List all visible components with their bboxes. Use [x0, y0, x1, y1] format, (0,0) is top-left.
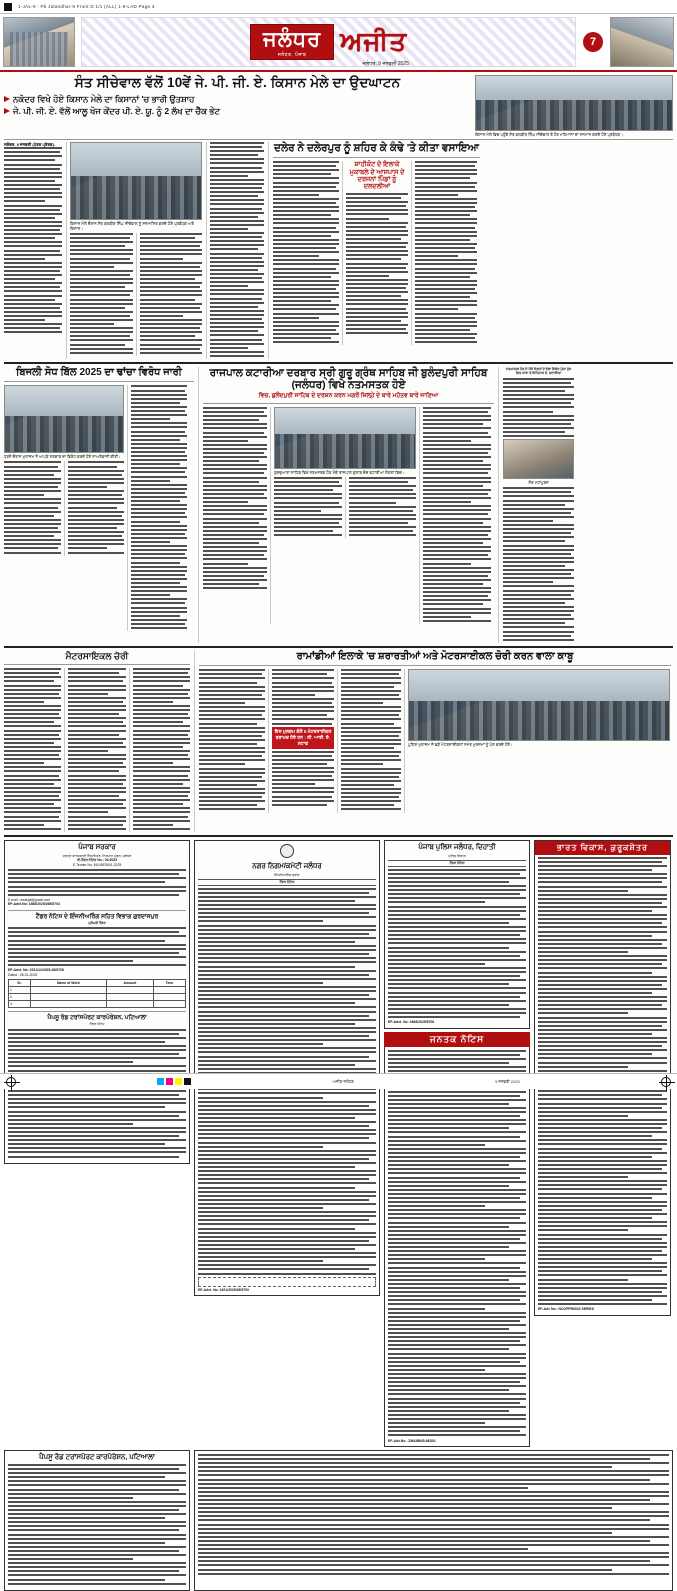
- governor-col3: [419, 407, 491, 624]
- divider: [8, 1011, 186, 1012]
- masthead-title-wrap: [250, 24, 409, 67]
- ad-nagar-nigam: [194, 840, 380, 1296]
- bijli-right-col: [127, 385, 187, 631]
- ad-pepsu-box: [4, 1450, 190, 1591]
- masthead-city-title: [250, 24, 334, 60]
- police-bikes-photo: [408, 669, 670, 741]
- ad-police-ref: EP-Advt. No: 1868/2025/5706: [388, 1020, 435, 1025]
- bottom-ads: [0, 1450, 677, 1591]
- body-text-col4: [206, 142, 264, 359]
- ad-punjab-govt-email: E-mail : eedbjal@gmail.com: [8, 897, 51, 902]
- masthead-right-photo: [610, 17, 674, 67]
- ad-pepsu-sub: ਟੈਂਡਰ ਨੋਟਿਸ: [89, 1022, 105, 1027]
- ad-nagar-nigam-sub: ਇੰਜਨੀਅਰਿੰਗ ਬ੍ਰਾਂਚ: [274, 872, 300, 877]
- ad-punjab-govt-line3: E-Tender No: MJLB/EB/01-2025: [72, 862, 122, 867]
- body-text-col2a: [70, 233, 133, 356]
- ad-nagar-nigam-title: ਨਗਰ ਨਿਗਮ/ਕਮੇਟੀ ਜਲੰਧਰ: [252, 862, 322, 870]
- ad-bharat-vikas-ref: EP-Adv No.: NCOPPR0002 SERIES: [538, 1307, 594, 1312]
- bikes-col2: [268, 669, 334, 812]
- upper-body: [0, 142, 677, 359]
- governor-photo-col: [270, 407, 416, 624]
- registration-mark-icon: [6, 1077, 16, 1087]
- triangle-bullet-icon: [4, 108, 10, 114]
- governor-photo: [274, 407, 416, 469]
- lead-photo-caption: ਕਿਸਾਨ ਮੇਲੇ ਦੌਰਾਨ ਸੰਤ ਬਲਬੀਰ ਸਿੰਘ ਸੀਚੇਵਾਲ ਨੂੰ ਸਨਮਾਨਿਤ ਕਰਦੇ ਹੋਏ ਪ੍ਰਬੰਧਕ ਅਤੇ ਕਿਸਾਨ।: [70, 221, 194, 231]
- divider: [4, 139, 673, 140]
- ad-nagar-nigam-head2: ਟੈਂਡਰ ਨੋਟਿਸ: [198, 879, 376, 885]
- cyan-swatch: [157, 1078, 164, 1085]
- ad-public-notice: [384, 1047, 530, 1447]
- right-story-col2: [342, 161, 408, 345]
- bijli-headline: ਬਿਜਲੀ ਸੋਧ ਬਿੱਲ 2025 ਦਾ ਢਾਂਚਾ ਵਿਰੋਧ ਜਾਰੀ: [16, 366, 182, 378]
- lead-bullet-2-text: ਜੇ. ਪੀ. ਜੀ. ਏ. ਵੱਲੋਂ ਆਲੂ ਖੋਜ ਕੇਂਦਰ ਪੀ. ਏ. ਯੂ. ਨੂੰ 2 ਲੱਖ ਦਾ ਚੈੱਕ ਭੇਟ: [13, 105, 220, 116]
- emblem-icon: [280, 844, 294, 858]
- bottom-print-strip: [0, 1073, 677, 1089]
- body-text-col1: [4, 147, 62, 333]
- ad-tender2-title: ਟੈਂਡਰ ਨੋਟਿਸ ਦੇ ਇੰਜਨੀਅਰਿੰਗ ਸਹਿਤ ਵਿਭਾਗ ਗੁਰਦਾਸਪੁਰ: [35, 913, 159, 920]
- ad-nagar-nigam-ref: EP-Advt. No: 1921/2025/26/5709: [198, 1287, 249, 1292]
- sadhu-headline: ਨਤਮਸਤਕ ਹੋਣ ਦੇ ਮੌਕੇ ਸੰਗਤਾਂ ਦੇ ਵੱਡਾ ਇਕੱਠ ਪੁੱਜਾ ਮੁੱਖ ਸਿਖ ਧਾਰਾ ਤੇ ਇਤਿਹਾਸ ਜੋ. ਕਟਾਰੀਆ: [505, 366, 572, 376]
- ad-police-column: [384, 840, 530, 1447]
- divider: [199, 665, 671, 666]
- bikes-col3: [337, 669, 401, 812]
- print-block-mark: [4, 3, 12, 11]
- triangle-bullet-icon: [4, 96, 10, 102]
- right-story: [268, 142, 480, 359]
- middle-band: [0, 367, 677, 643]
- weather-story: [4, 651, 190, 832]
- ad-punjab-govt-ref: EP-Advt.No: 1868/2025/265/5704: [8, 902, 60, 907]
- ad-punjab-govt: [4, 840, 190, 1164]
- ad-tender2-ref: EP-Advt. No: 2231/12/2025-26/5708: [8, 968, 64, 973]
- ad-punjab-govt-title: ਪੰਜਾਬ ਸਰਕਾਰ: [78, 843, 116, 851]
- police-bikes-caption: ਪੁਲਿਸ ਮੁਲਾਜ਼ਮ ਨੇ ਫੜੇ ਮੋਟਰਸਾਈਕਲਾਂ ਸਮੇਤ ਮੁਲਜ਼ਮਾਂ ਨੂੰ ਪੇਸ਼ ਕਰਦੇ ਹੋਏ।: [408, 742, 513, 748]
- right-story-subdeck: ਸ਼ਾਹੀਕੋਟ ਦੇ ਇਲਾਕੇ ਮੁਕਾਬਲੇ ਦੇ ਆਸਪਾਸ ਦੇ ਦਰਜਨਾਂ ਪਿੰਡਾਂ ਨੂੰ ਦਲਦਲੀਆਂ: [349, 161, 405, 191]
- bikes-col1: [199, 669, 265, 812]
- ad-public-notice-ref: EP-Adv.No.: ZMAIB845-66D01: [388, 1438, 436, 1443]
- bikes-highlight-box: ਇਸ ਮੁਲਜ਼ਮ ਕੋਲੋਂ 5 ਮੋਟਰਸਾਈਕਲ ਬਰਾਮਦ ਹੋਏ ਹਨ : ਸੀ. ਆਈ. ਏ. ਸਟਾਫ: [272, 727, 334, 749]
- bijli-left: [4, 385, 124, 631]
- weather-col1: [4, 668, 61, 832]
- bikes-story: [194, 651, 671, 832]
- ad-police: [384, 840, 530, 1029]
- ad-bharat-vikas-title: ਭਾਰਤ ਵਿਕਾਸ, ਕੁਰੂਕਸ਼ੇਤਰ: [535, 841, 670, 855]
- ad-tender2-subtitle: ਮੁਰੰਮਤੀ ਟੈਂਡਰ: [88, 920, 106, 925]
- divider-thick: [4, 835, 673, 837]
- ad-tender2-date: Dated : 06-01-2025: [8, 972, 38, 977]
- lead-bullet-1: [4, 94, 471, 105]
- governor-photo-caption: ਗੁਰਦੁਆਰਾ ਸਾਹਿਬ ਵਿਖੇ ਨਤਮਸਤਕ ਹੋਣ ਮੌਕੇ ਰਾਜਪਾਲ ਗੁਲਾਬ ਚੰਦ ਕਟਾਰੀਆ ਸੰਗਤਾਂ ਵਿਚ।: [274, 469, 405, 475]
- ad-pepsu-box-title: ਪੈਪਸੂ ਰੋਡ ਟਰਾਂਸਪੋਰਟ ਕਾਰਪੋਰੇਸ਼ਨ, ਪਟਿਆਲਾ: [39, 1453, 155, 1461]
- lead-byline: ਨਕੋਦਰ, 8 ਜਨਵਰੀ (ਪੱਤਰ ਪ੍ਰੇਰਕ)-: [4, 142, 56, 147]
- weather-col3: [129, 668, 190, 832]
- masthead-date: ਜਲੰਧਰ, 9 ਜਨਵਰੀ 2025: [362, 61, 409, 67]
- weather-headline: ਮੈਟਰਸਾਇਕਲ ਚੋਰੀ: [65, 650, 129, 661]
- weather-col2: [64, 668, 125, 832]
- sadhu-photo-caption: ਸੰਤ ਮਹਾਂਪੁਰਸ਼: [528, 480, 549, 486]
- lead-bullet-1-text: ਨਕੋਦਰ ਵਿਖੇ ਹੋਏ ਕਿਸਾਨ ਮੇਲੇ ਦਾ ਕਿਸਾਨਾਂ 'ਚ ਭਾਰੀ ਉਤਸ਼ਾਹ: [13, 93, 195, 104]
- group-photo-caption: ਕਿਸਾਨ ਮੇਲੇ ਵਿਚ ਪਹੁੰਚੇ ਸੰਤ ਬਲਬੀਰ ਸਿੰਘ ਸੀਚੇਵਾਲ ਤੇ ਹੋਰ ਮਹਿਮਾਨਾਂ ਦਾ ਸਨਮਾਨ ਕਰਦੇ ਹੋਏ ਪ੍ਰਬੰਧਕ।: [475, 132, 623, 137]
- bottom-left-slug: ਅਜੀਤ ਜਲੰਧਰ: [332, 1079, 354, 1084]
- bikes-photo-col: [404, 669, 670, 812]
- bijli-story: [4, 367, 194, 643]
- divider: [8, 910, 186, 911]
- classified-band: [0, 840, 677, 1447]
- print-registration-strip: [0, 0, 677, 14]
- masthead-paper-title: ਅਜੀਤ: [340, 26, 407, 56]
- masthead-center: [78, 14, 579, 70]
- governor-subdeck: ਵਿਚ, ਬੁਲੰਦਪੁਰੀ ਸਾਹਿਬ ਦੇ ਦਰਸ਼ਨ ਕਰਨ ਮਗਰੋਂ ਜ਼ਿਲ੍ਹੇ ਦੇ ਬਾਰੇ ਮਹੱਤਵ ਬਾਰੇ ਜਾਣਿਆ: [258, 393, 439, 400]
- protest-photo: [4, 385, 124, 453]
- divider-thick: [4, 362, 673, 364]
- sadhu-portrait-photo: [503, 439, 574, 479]
- masthead-left-photo: [3, 17, 75, 67]
- body-text-col2b: [136, 233, 203, 356]
- ad-police-title: ਪੰਜਾਬ ਪੁਲਿਸ ਜਲੰਧਰ, ਦਿਹਾਤੀ: [418, 843, 496, 851]
- city-subtitle: ਜਲੰਧਰ, ਪੰਜਾਬ: [277, 52, 307, 57]
- registration-mark-icon: [661, 1077, 671, 1087]
- lead-right-photo-block: [475, 75, 673, 137]
- ad-misc-box: [194, 1450, 673, 1591]
- divider-thick: [4, 646, 673, 648]
- ad-pepsu-title: ਪੈਪਸੂ ਰੋਡ ਟਰਾਂਸਪੋਰਟ ਕਾਰਪੋਰੇਸ਼ਨ, ਪਟਿਆਲਾ: [47, 1015, 147, 1022]
- lead-headline-block: [4, 75, 471, 137]
- right-story-col1: [273, 161, 339, 345]
- protest-photo-caption: ਧਰਨੇ ਦੌਰਾਨ ਮੁਲਾਜ਼ਮ ਨੇ ਆਪਣੇ ਸਰਕਾਰ ਦਾ ਵਿਰੋਧ ਕਰਦੇ ਹੋਏ ਨਾਅਰੇਬਾਜ਼ੀ ਕੀਤੀ।: [4, 454, 121, 460]
- ad-police-sub: ਪੁਲਿਸ ਵਿਭਾਗ: [448, 853, 466, 858]
- yellow-swatch: [175, 1078, 182, 1085]
- governor-story: [198, 367, 494, 643]
- divider: [273, 157, 480, 158]
- ad-punjab-govt-line2: ਈ-ਟੈਂਡਰ ਨੋਟਿਸ No.: 01/2025: [76, 858, 118, 863]
- divider: [4, 381, 194, 382]
- lead-main-photo: [70, 142, 202, 220]
- magenta-swatch: [166, 1078, 173, 1085]
- column-2: [66, 142, 202, 359]
- print-slug: 1-JAL-9 : Pb Jalandhar-9 Front D 1/1 (ALL) 1-9-LAD Page 3: [18, 4, 155, 9]
- divider: [4, 664, 190, 665]
- lead-bullet-2: [4, 106, 471, 117]
- masthead: [0, 14, 677, 72]
- bikes-headline: ਰਾਮਾਂਡੀਆਂ ਇਲਾਕੇ 'ਚ ਸ਼ਰਾਰਤੀਆਂ ਅਤੇ ਮੋਟਰਸਾਈਕਲ ਚੋਰੀ ਕਰਨ ਵਾਲਾ ਕਾਬੂ: [296, 650, 574, 662]
- lead-row: [0, 72, 677, 137]
- public-notice-band: ਜਨਤਕ ਨੋਟਿਸ: [384, 1032, 530, 1047]
- page-number-badge: 7: [583, 32, 603, 52]
- city-name: ਜਲੰਧਰ: [263, 28, 322, 51]
- sadhu-story: [498, 367, 574, 643]
- column-1: [4, 142, 62, 359]
- tender-table: Sr. Name of Work Amount Time 1 2 3: [8, 979, 186, 1008]
- divider: [203, 403, 494, 404]
- group-photo: [475, 75, 673, 131]
- right-story-headline: ਦਲੇਰ ਨੇ ਦਲੇਰਪੁਰ ਨੂੰ ਸ਼ਹਿਰ ਕੇ ਕੰਢੇ 'ਤੇ ਕੀਤਾ ਵਸਾਇਆ: [274, 142, 479, 154]
- bottom-right-slug: 9 ਜਨਵਰੀ 2025: [495, 1079, 520, 1084]
- cmyk-bar: [157, 1078, 191, 1085]
- ad-punjab-govt-line1: ਦਫ਼ਤਰ ਕਾਰਜਕਾਰੀ ਇੰਜਨੀਅਰ, ਨਿਰਮਾਣ ਮੰਡਲ, ਜਲੰਧਰ: [62, 853, 132, 858]
- ad-police-head2: ਟੈਂਡਰ ਨੋਟਿਸ: [388, 860, 526, 866]
- lead-headline: ਸੰਤ ਸੀਚੇਵਾਲ ਵੱਲੋਂ 10ਵੇਂ ਜੇ. ਪੀ. ਜੀ. ਏ. ਕਿਸਾਨ ਮੇਲੇ ਦਾ ਉਦਘਾਟਨ: [74, 75, 401, 90]
- ad-nagar-nigam-seal: [198, 1277, 376, 1287]
- right-story-col3: [411, 161, 477, 345]
- governor-headline: ਰਾਜਪਾਲ ਕਟਾਰੀਆ ਦਰਬਾਰ ਸ੍ਰੀ ਗੁਰੂ ਗ੍ਰੰਥ ਸਾਹਿਬ ਜੀ ਬੁਲੰਦਪੁਰੀ ਸਾਹਿਬ (ਜਲੰਧਰ) ਵਿਖੇ ਨਤਮਸਤਕ ਹੋਏ: [209, 366, 488, 392]
- black-swatch: [184, 1078, 191, 1085]
- third-band: [0, 651, 677, 832]
- governor-col1: [203, 407, 267, 624]
